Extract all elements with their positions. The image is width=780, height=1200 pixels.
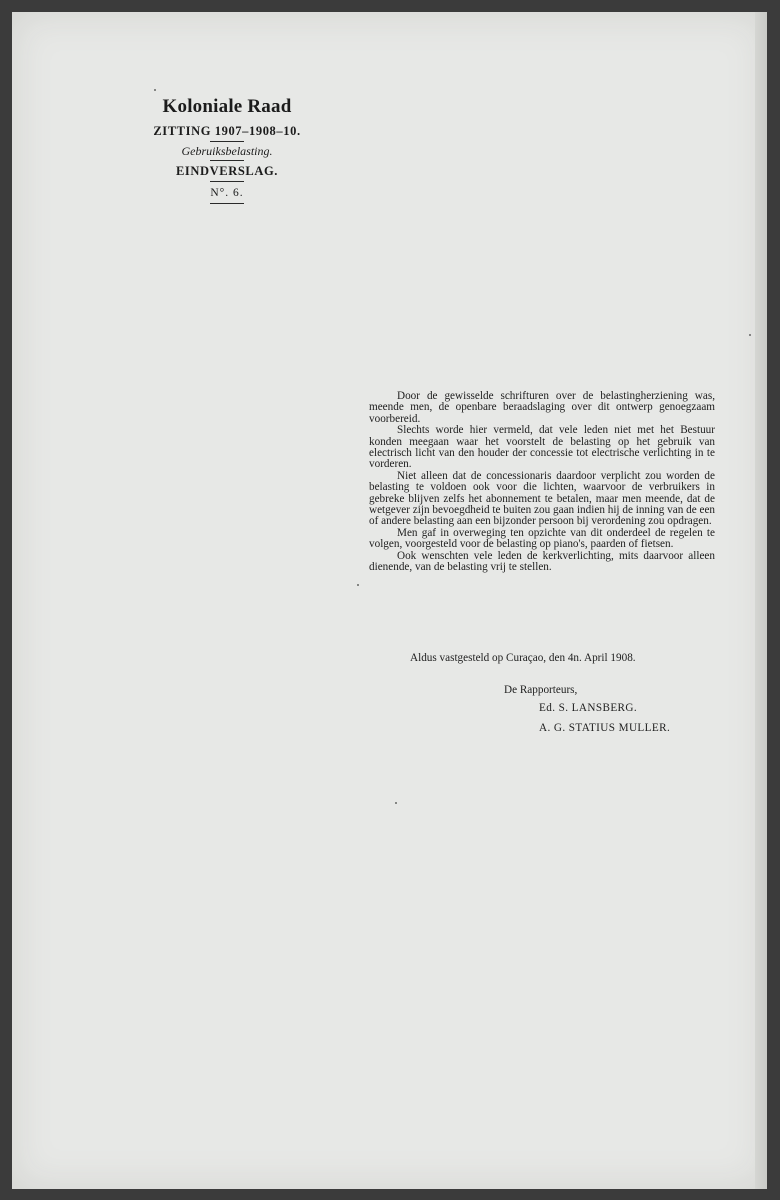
signature-name: Ed. S. LANSBERG. bbox=[539, 702, 638, 714]
signature-name: A. G. STATIUS MULLER. bbox=[539, 722, 671, 734]
body-paragraph: Slechts worde hier vermeld, dat vele leden niet met het Bestuur konden meegaan waar het voorstelt de belasting op het gebruik van electrisch licht van den houder der concessie tot electrische verlichting in te vorderen. bbox=[369, 424, 715, 471]
subject-line: Gebruiksbelasting. bbox=[181, 144, 273, 158]
document-number: N°. 6. bbox=[210, 187, 244, 199]
paper-speck bbox=[395, 802, 397, 804]
paper-edge-shadow bbox=[755, 12, 767, 1189]
council-title: Koloniale Raad bbox=[162, 96, 292, 117]
closing-line: Aldus vastgesteld op Curaçao, den 4n. April 1908. bbox=[410, 652, 636, 664]
body-paragraph: Niet alleen dat de concessionaris daardoor verplicht zou worden de belasting te voldoen ook voor die lichten, waarvoor de verbruikers in gebreke blijven zelfs het abonnement te betalen, maar men meende, dat de wetgever zijn bevoegdheid te buiten zou gaan indien hij de inning van de een of andere belasting aan een bijzonder persoon bij verordening zou opdragen. bbox=[369, 469, 715, 528]
body-paragraph: Ook wenschten vele leden de kerkverlichting, mits daarvoor alleen dienende, van de belasting vrij te stellen. bbox=[369, 549, 715, 574]
header-rule bbox=[210, 141, 244, 142]
report-type: EINDVERSLAG. bbox=[175, 164, 278, 178]
header-rule bbox=[210, 203, 244, 204]
paper-speck bbox=[154, 89, 156, 91]
body-paragraph: Men gaf in overweging ten opzichte van dit onderdeel de regelen te volgen, voorgesteld voor de belasting op piano's, paarden of fietsen. bbox=[369, 526, 715, 551]
document-header bbox=[142, 94, 312, 205]
session-line: ZITTING 1907–1908–10. bbox=[153, 124, 301, 138]
paper-speck bbox=[749, 334, 751, 336]
paper-speck bbox=[357, 584, 359, 586]
report-body bbox=[369, 391, 715, 574]
body-paragraph: Door de gewisselde schrifturen over de belastingherziening was, meende men, de openbare beraadslaging over dit ontwerp genoegzaam voorbereid. bbox=[369, 390, 715, 425]
header-rule bbox=[210, 181, 244, 182]
document-page bbox=[12, 12, 767, 1189]
header-rule bbox=[210, 160, 244, 161]
signatures-heading: De Rapporteurs, bbox=[504, 684, 578, 696]
